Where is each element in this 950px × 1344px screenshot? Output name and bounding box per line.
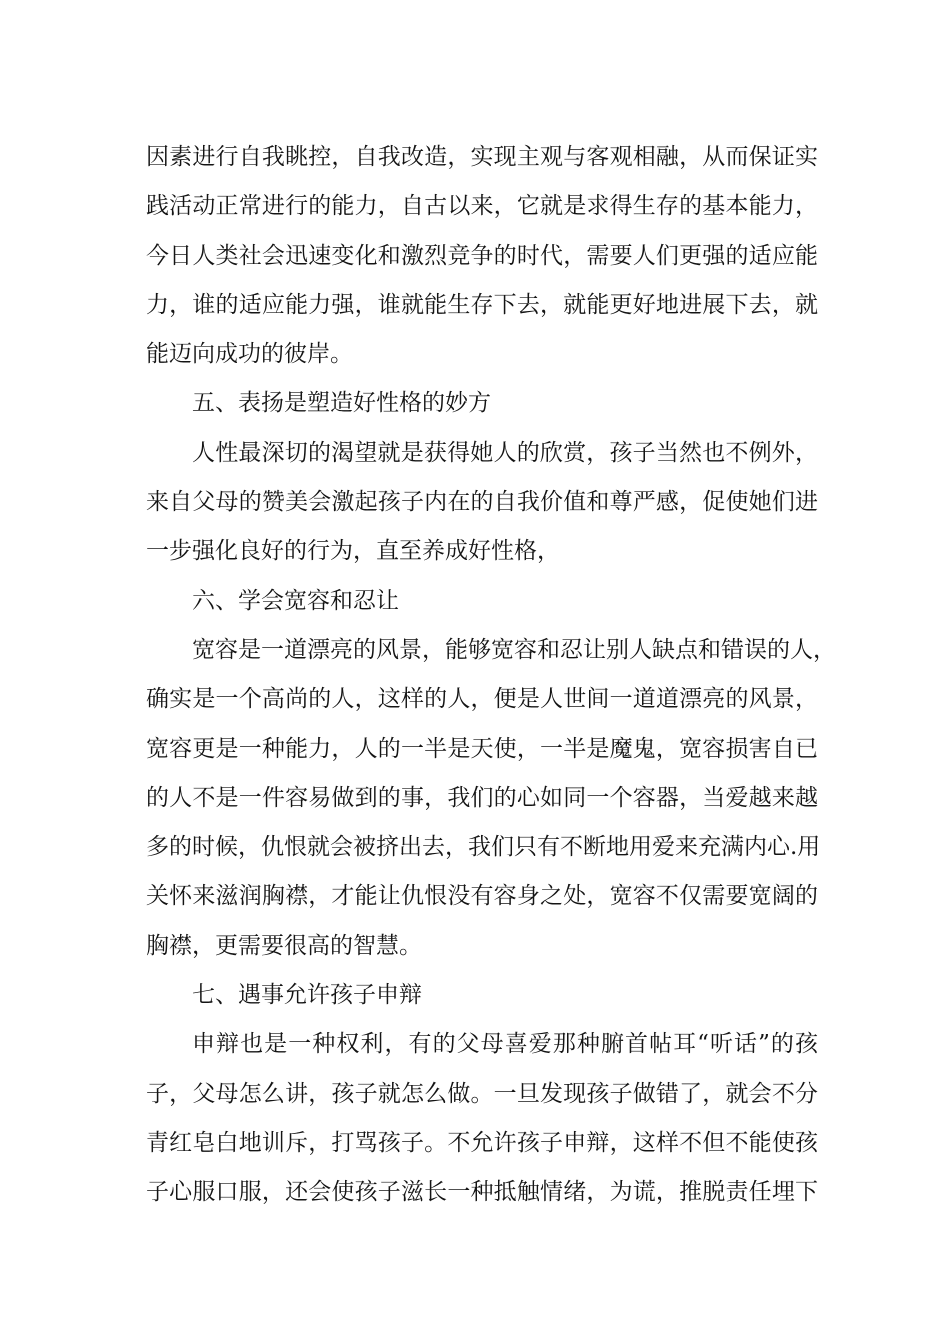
section-heading: 七、遇事允许孩子申辩: [192, 982, 422, 1009]
text-line: 宽容更是一种能力，人的一半是天使，一半是魔鬼，宽容损害自已: [146, 735, 818, 762]
text-line: 今日人类社会迅速变化和激烈竞争的时代，需要人们更强的适应能: [146, 242, 818, 269]
text-line: 胸襟，更需要很高的智慧。: [146, 932, 422, 959]
text-line: 力，谁的适应能力强，谁就能生存下去，就能更好地进展下去，就: [146, 291, 818, 318]
text-line: 来自父母的赞美会激起孩子内在的自我价值和尊严感，促使她们进: [146, 489, 818, 516]
text-line: 青红皂白地训斥，打骂孩子。不允许孩子申辩，这样不但不能使孩: [146, 1129, 818, 1156]
text-line: 因素进行自我眺控，自我改造，实现主观与客观相融，从而保证实: [146, 144, 818, 170]
text-line: 多的时候，仇恨就会被挤出去，我们只有不断地用爱来充满内心.用: [146, 834, 821, 861]
document-body: [146, 133, 836, 1218]
text-line: 子心服口服，还会使孩子滋长一种抵触情绪，为谎，推脱责任埋下: [146, 1179, 818, 1206]
text-line: 人性最深切的渴望就是获得她人的欣赏，孩子当然也不例外，: [192, 439, 818, 466]
text-line: 宽容是一道漂亮的风景，能够宽容和忍让别人缺点和错误的人，: [192, 636, 836, 663]
text-line: 子，父母怎么讲，孩子就怎么做。一旦发现孩子做错了，就会不分: [146, 1080, 818, 1107]
text-line: 能迈向成功的彼岸。: [146, 341, 353, 368]
text-line: 的人不是一件容易做到的事，我们的心如同一个容器，当爱越来越: [146, 784, 818, 811]
text-line: 确实是一个高尚的人，这样的人，便是人世间一道道漂亮的风景，: [146, 686, 818, 713]
text-line: 申辩也是一种权利，有的父母喜爱那种腑首帖耳“听话”的孩: [192, 1031, 818, 1058]
text-line: 践活动正常进行的能力，自古以来，它就是求得生存的基本能力，: [146, 193, 818, 220]
text-line: 一步强化良好的行为，直至养成好性格，: [146, 538, 560, 565]
section-heading: 五、表扬是塑造好性格的妙方: [192, 390, 491, 417]
text-line: 关怀来滋润胸襟，才能让仇恨没有容身之处，宽容不仅需要宽阔的: [146, 883, 818, 910]
section-heading: 六、学会宽容和忍让: [192, 587, 399, 614]
